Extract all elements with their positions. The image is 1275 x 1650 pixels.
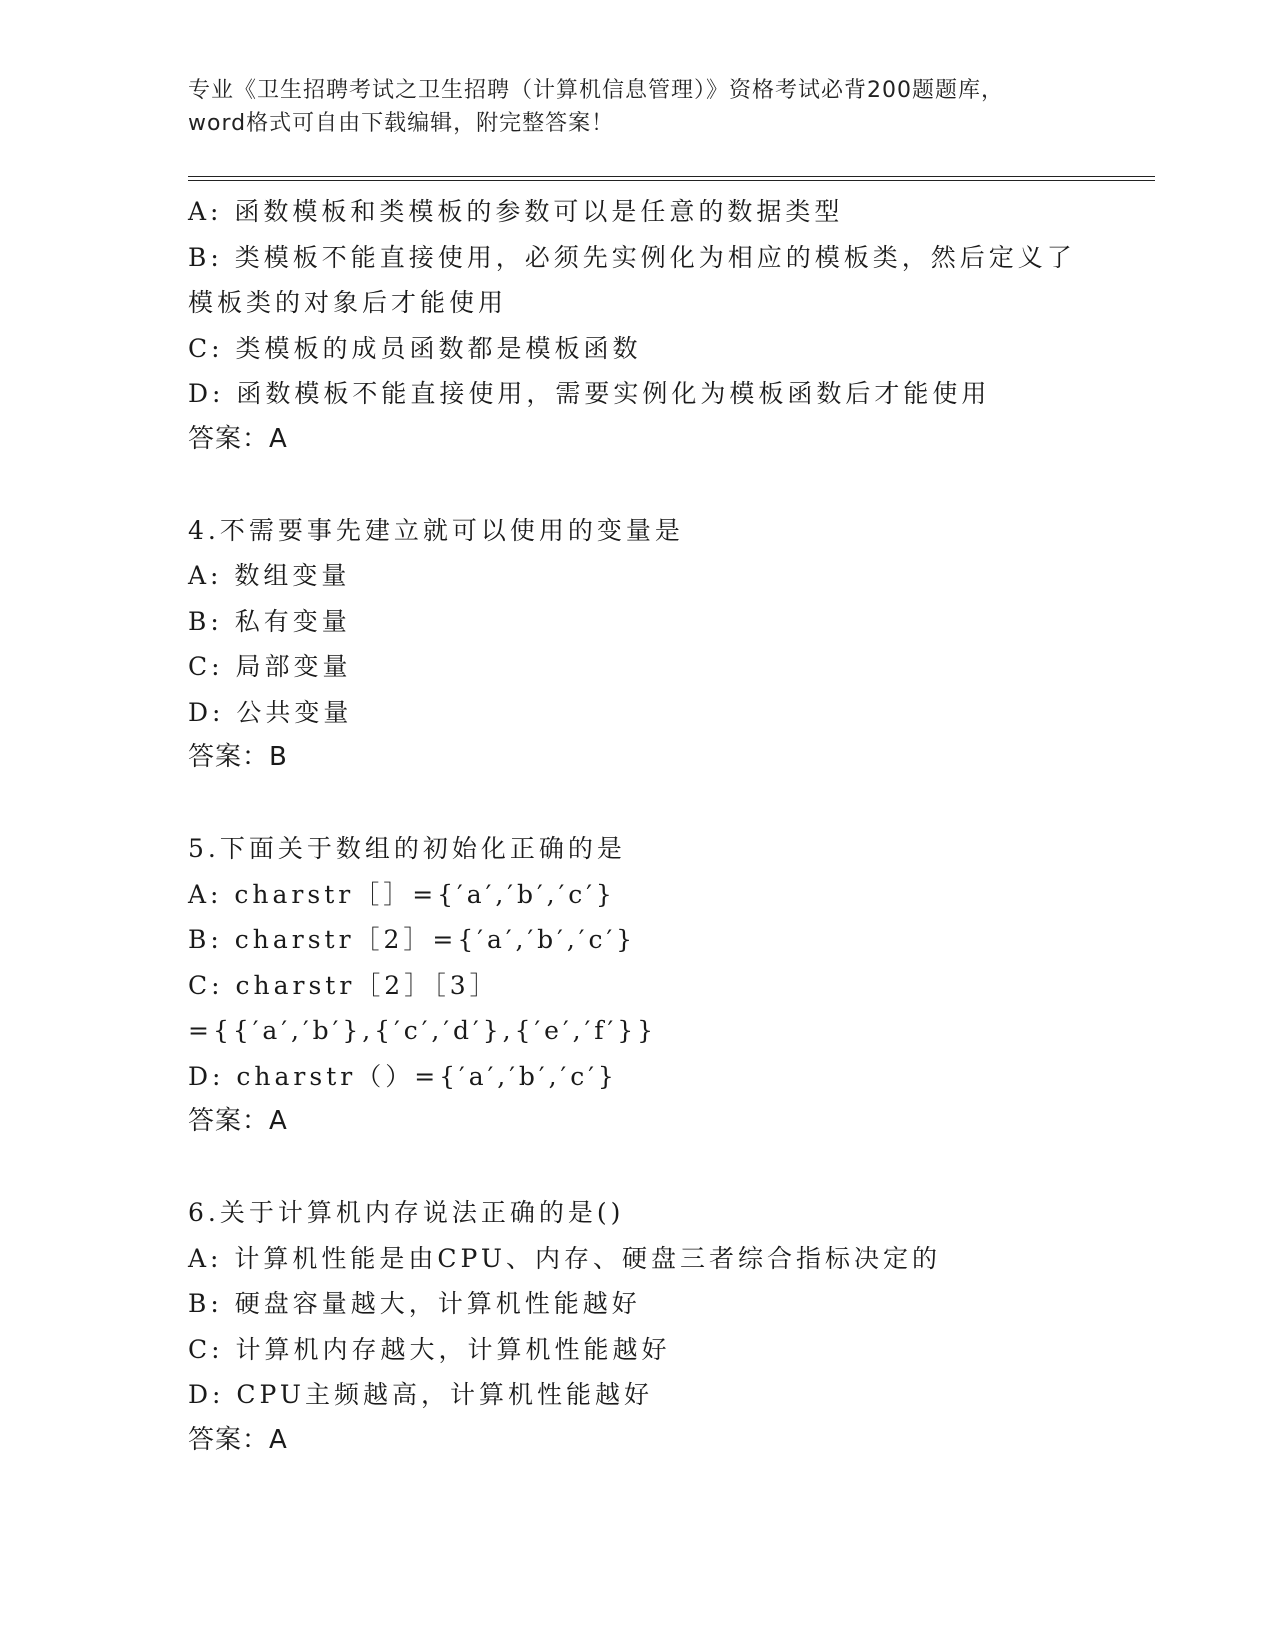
question-stem: 4.不需要事先建立就可以使用的变量是 [188,515,684,545]
spacer [188,781,1088,827]
header-title-line-1: 专业《卫生招聘考试之卫生招聘（计算机信息管理）》资格考试必背200题题库， [188,78,1004,103]
option-c: C: 计算机内存越大，计算机性能越好 [188,1334,671,1364]
option-d: D: 函数模板不能直接使用，需要实例化为模板函数后才能使用 [188,379,991,408]
option-d: D: CPU主频越高，计算机性能越好 [188,1380,653,1409]
spacer [188,1145,1088,1191]
question-5 [188,826,1088,1145]
question-list [188,189,1088,1463]
document-header [188,74,1088,140]
option-a: A: 函数模板和类模板的参数可以是任意的数据类型 [188,197,844,226]
option-c: C: 类模板的成员函数都是模板函数 [188,333,642,363]
option-a: A: charstr［］={′a′,′b′,′c′} [188,879,616,909]
answer: 答案：B [188,742,288,772]
question-stem: 5.下面关于数组的初始化正确的是 [188,834,626,863]
option-b: B: 类模板不能直接使用，必须先实例化为相应的模板类，然后定义了 [188,242,1076,272]
header-double-rule [188,176,1155,181]
option-d: D: charstr（）={′a′,′b′,′c′} [188,1061,618,1091]
question-6 [188,1190,1088,1463]
header-title-line-2: word格式可自由下载编辑，附完整答案！ [188,111,615,136]
option-d: D: 公共变量 [188,697,353,727]
answer: 答案：A [188,1106,288,1136]
answer: 答案：A [188,1424,288,1455]
question-stem: 6.关于计算机内存说法正确的是() [188,1198,625,1227]
option-b: B: charstr［2］={′a′,′b′,′c′} [188,925,637,954]
option-c: C: 局部变量 [188,652,352,681]
option-a: A: 计算机性能是由CPU、内存、硬盘三者综合指标决定的 [188,1243,942,1273]
spacer [188,462,1088,508]
question-3 [188,189,1088,462]
option-b: B: 私有变量 [188,606,351,636]
question-4 [188,508,1088,781]
option-c: C: charstr［2］［3］ [188,970,499,1000]
option-b: B: 硬盘容量越大，计算机性能越好 [188,1289,641,1318]
answer: 答案：A [188,423,288,454]
option-c-continued: ={{′a′,′b′},{′c′,′d′},{′e′,′f′}} [188,1016,658,1045]
option-b-continued: 模板类的对象后才能使用 [188,288,508,317]
option-a: A: 数组变量 [188,561,351,590]
